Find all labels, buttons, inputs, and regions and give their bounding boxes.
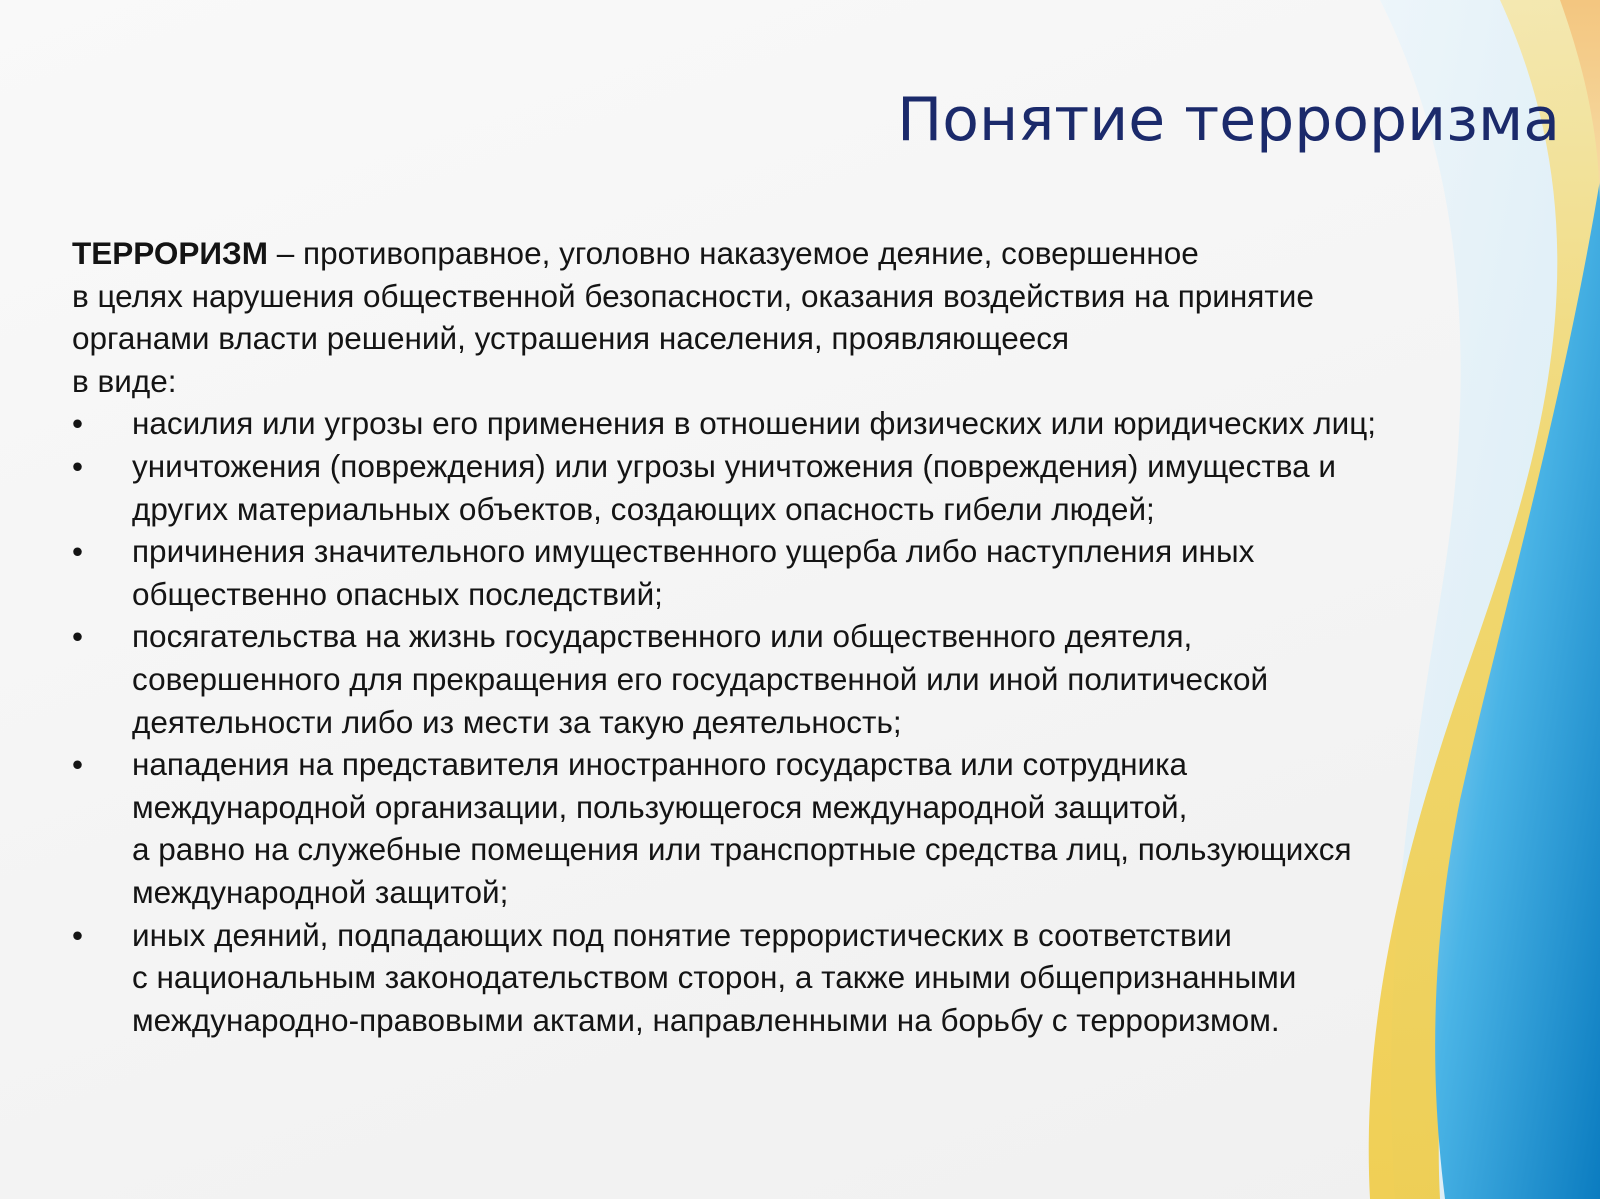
list-item (72, 402, 1542, 445)
definition-term: ТЕРРОРИЗМ (72, 235, 268, 271)
bullet-list (72, 402, 1542, 1041)
bullet-icon: • (72, 447, 84, 484)
bullet-line: международной защитой; (132, 873, 509, 910)
bullet-line: нападения на представителя иностранного государства или сотрудника (132, 746, 1188, 783)
bullet-line: совершенного для прекращения его государственной или иной политической (132, 660, 1269, 697)
bullet-icon: • (72, 533, 84, 570)
list-item (72, 530, 1542, 615)
bullet-icon: • (72, 916, 84, 953)
bullet-icon: • (72, 405, 84, 442)
list-item (72, 914, 1542, 1042)
bullet-line: международной организации, пользующегося международной защитой, (132, 788, 1188, 825)
bullet-line: деятельности либо из мести за такую деятельность; (132, 703, 902, 740)
bullet-line: насилия или угрозы его применения в отношении физических или юридических лиц; (132, 405, 1377, 442)
bullet-line: с национальным законодательством сторон, а также иными общепризнанными (132, 959, 1297, 996)
bullet-line: а равно на служебные помещения или транспортные средства лиц, пользующихся (132, 831, 1352, 868)
slide-content (72, 232, 1542, 1041)
bullet-line: уничтожения (повреждения) или угрозы уничтожения (повреждения) имущества и (132, 447, 1336, 484)
definition-line: в целях нарушения общественной безопасности, оказания воздействия на принятие (72, 277, 1314, 314)
bullet-icon: • (72, 746, 84, 783)
list-item (72, 743, 1542, 913)
definition-text: – противоправное, уголовно наказуемое деяние, совершенное (267, 235, 1199, 271)
bullet-icon: • (72, 618, 84, 655)
bullet-line: причинения значительного имущественного ущерба либо наступления иных (132, 533, 1255, 570)
bullet-line: общественно опасных последствий; (132, 575, 663, 612)
definition-line: в виде: (72, 362, 177, 399)
bullet-line: посягательства на жизнь государственного или общественного деятеля, (132, 618, 1193, 655)
definition-paragraph (72, 232, 1542, 402)
definition-line (72, 232, 1542, 275)
list-item (72, 445, 1542, 530)
list-item (72, 615, 1542, 743)
bullet-line: иных деяний, подпадающих под понятие террористических в соответствии (132, 916, 1232, 953)
definition-line: органами власти решений, устрашения населения, проявляющееся (72, 320, 1070, 357)
page-title: Понятие терроризма (897, 85, 1560, 155)
bullet-line: международно-правовыми актами, направленными на борьбу с терроризмом. (132, 1001, 1280, 1038)
bullet-line: других материальных объектов, создающих опасность гибели людей; (132, 490, 1155, 527)
